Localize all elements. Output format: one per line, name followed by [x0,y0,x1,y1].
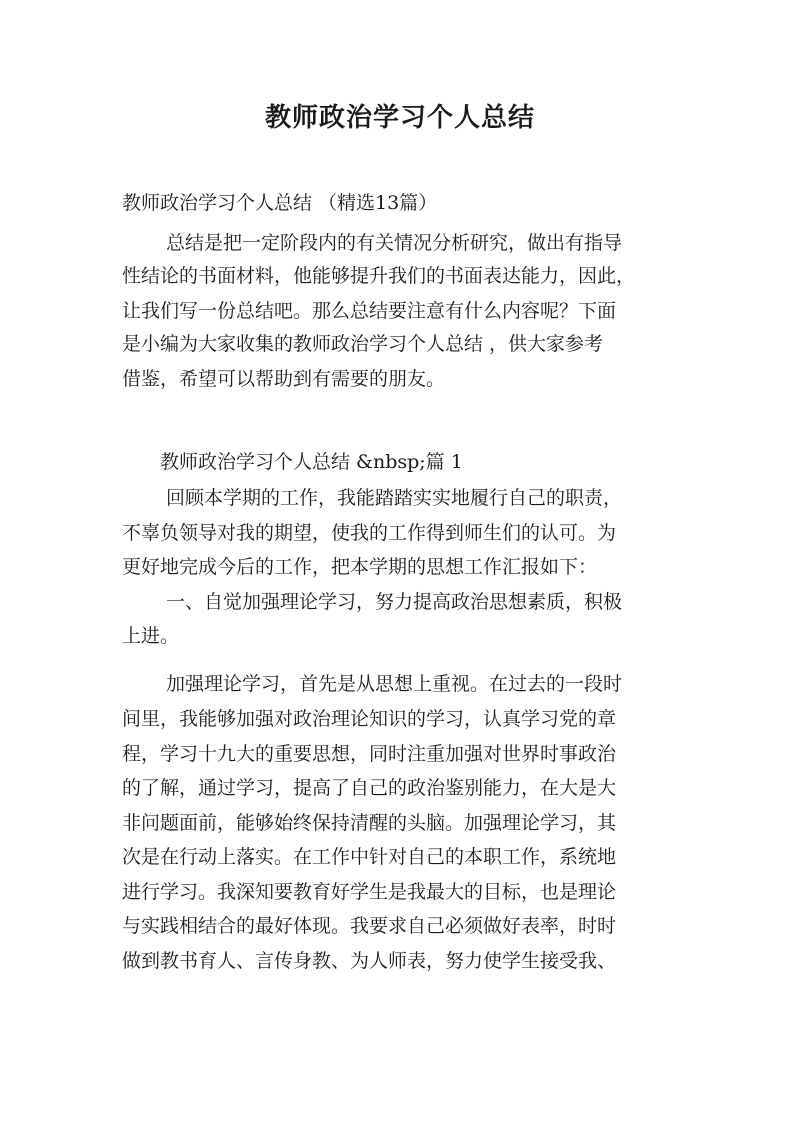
body-line: 的了解，通过学习，提高了自己的政治鉴别能力，在大是大 [122,777,617,799]
body-line: 程，学习十九大的重要思想，同时注重加强对世界时事政治 [122,743,617,765]
body-line: 一、自觉加强理论学习，努力提高政治思想素质，积极 [166,591,623,613]
body-line: 上进。 [122,625,180,647]
body-line: 与实践相结合的最好体现。我要求自己必须做好表率，时时 [122,915,617,937]
intro-line: 借鉴，希望可以帮助到有需要的朋友。 [122,368,446,390]
body-line: 不辜负领导对我的期望，使我的工作得到师生们的认可。为 [122,522,617,544]
document-title: 教师政治学习个人总结 [264,103,535,133]
intro-line: 性结论的书面材料，他能够提升我们的书面表达能力，因此， [122,265,636,287]
body-line: 次是在行动上落实。在工作中针对自己的本职工作，系统地 [122,846,617,868]
body-line: 加强理论学习，首先是从思想上重视。在过去的一段时 [166,673,623,695]
body-line: 回顾本学期的工作，我能踏踏实实地履行自己的职责， [166,487,623,509]
body-line: 更好地完成今后的工作，把本学期的思想工作汇报如下： [122,556,598,578]
body-line: 做到教书育人、言传身教、为人师表，努力使学生接受我、 [122,950,617,972]
intro-line: 总结是把一定阶段内的有关情况分析研究，做出有指导 [166,232,623,254]
body-line: 间里，我能够加强对政治理论知识的学习，认真学习党的章 [122,708,617,730]
section-heading: 教师政治学习个人总结 &nbsp;篇 1 [160,451,463,473]
body-line: 进行学习。我深知要教育好学生是我最大的目标，也是理论 [122,881,617,903]
intro-line: 是小编为大家收集的教师政治学习个人总结 ，供大家参考 [122,333,604,355]
body-line: 非问题面前，能够始终保持清醒的头脑。加强理论学习，其 [122,812,617,834]
document-subtitle: 教师政治学习个人总结 （精选13篇） [122,192,438,214]
intro-line: 让我们写一份总结吧。那么总结要注意有什么内容呢？下面 [122,300,617,322]
